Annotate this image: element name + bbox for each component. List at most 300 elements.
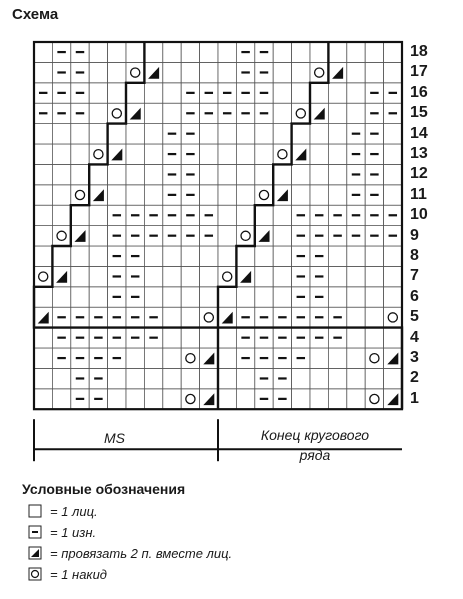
purl-mark — [113, 316, 121, 318]
chart-cell — [126, 103, 144, 123]
chart-cell — [163, 348, 181, 368]
chart-cell — [126, 124, 144, 144]
row-number: 12 — [410, 165, 428, 183]
chart-cell — [328, 103, 346, 123]
purl-mark — [352, 235, 360, 237]
chart-cell — [310, 124, 328, 144]
chart-cell — [384, 328, 402, 348]
chart-cell — [71, 226, 89, 246]
chart-cell — [126, 185, 144, 205]
chart-cell — [218, 185, 236, 205]
chart-cell — [89, 266, 107, 286]
legend-item-yarn-over — [28, 565, 107, 583]
chart-cell — [163, 389, 181, 409]
purl-mark — [57, 112, 65, 114]
chart-cell — [328, 246, 346, 266]
chart-cell — [236, 246, 254, 266]
chart-cell — [89, 103, 107, 123]
knit-icon — [28, 504, 42, 518]
purl-mark — [315, 296, 323, 298]
chart-cell — [108, 389, 126, 409]
chart-cell — [218, 307, 236, 327]
purl-mark — [260, 357, 268, 359]
purl-mark — [333, 235, 341, 237]
row-number: 6 — [410, 287, 419, 305]
chart-cell — [292, 389, 310, 409]
purl-mark — [149, 235, 157, 237]
chart-cell — [236, 164, 254, 184]
chart-cell — [310, 83, 328, 103]
chart-cell — [292, 368, 310, 388]
yarn-over-mark — [112, 109, 121, 118]
purl-mark — [297, 316, 305, 318]
chart-cell — [34, 307, 52, 327]
chart-cell — [255, 287, 273, 307]
purl-mark — [149, 337, 157, 339]
chart-cell — [144, 103, 162, 123]
row-number: 7 — [410, 267, 419, 285]
purl-mark — [260, 112, 268, 114]
chart-cell — [273, 205, 291, 225]
chart-cell — [34, 144, 52, 164]
row-number: 1 — [410, 389, 419, 407]
purl-mark — [260, 71, 268, 73]
purl-mark — [39, 112, 47, 114]
chart-cell — [126, 164, 144, 184]
row-number: 14 — [410, 124, 428, 142]
chart-cell — [144, 164, 162, 184]
row-number: 3 — [410, 349, 419, 366]
chart-cell — [273, 124, 291, 144]
chart-cell — [236, 205, 254, 225]
chart-cell — [108, 164, 126, 184]
chart-cell — [89, 226, 107, 246]
chart-cell — [384, 62, 402, 82]
chart-cell — [34, 389, 52, 409]
chart-cell — [365, 246, 383, 266]
yarn-over-mark — [94, 150, 103, 159]
purl-mark — [131, 255, 139, 257]
chart-cell — [34, 328, 52, 348]
chart-cell — [384, 287, 402, 307]
yarn-over-mark — [296, 109, 305, 118]
purl-mark — [76, 377, 84, 379]
purl-mark — [370, 92, 378, 94]
chart-cell — [347, 307, 365, 327]
purl-mark — [315, 275, 323, 277]
chart-cell — [255, 226, 273, 246]
chart-cell — [310, 103, 328, 123]
yarn-over-mark — [39, 272, 48, 281]
chart-cell — [71, 124, 89, 144]
purl-mark — [315, 337, 323, 339]
purl-mark — [278, 316, 286, 318]
chart-cell — [273, 185, 291, 205]
purl-mark — [186, 112, 194, 114]
chart-cell — [52, 124, 70, 144]
purl-mark — [168, 173, 176, 175]
chart-cell — [34, 62, 52, 82]
chart-cell — [71, 287, 89, 307]
chart-cell — [181, 328, 199, 348]
purl-mark — [278, 398, 286, 400]
chart-cell — [273, 266, 291, 286]
purl-mark — [205, 214, 213, 216]
chart-cell — [218, 368, 236, 388]
purl-mark — [260, 377, 268, 379]
purl-mark — [315, 214, 323, 216]
yarn-over-mark — [75, 190, 84, 199]
chart-cell — [200, 287, 218, 307]
section-label-end-of-round — [220, 425, 410, 465]
purl-mark — [186, 194, 194, 196]
chart-cell — [255, 246, 273, 266]
purl-mark — [241, 337, 249, 339]
chart-cell — [52, 205, 70, 225]
purl-mark — [315, 255, 323, 257]
purl-mark — [241, 92, 249, 94]
row-number: 10 — [410, 206, 428, 224]
purl-mark — [168, 214, 176, 216]
purl-mark — [94, 398, 102, 400]
chart-cell — [218, 124, 236, 144]
chart-cell — [144, 246, 162, 266]
chart-cell — [328, 368, 346, 388]
chart-cell — [310, 348, 328, 368]
purl-mark — [168, 194, 176, 196]
purl-mark — [241, 112, 249, 114]
chart-cell — [218, 328, 236, 348]
k2tog-icon — [28, 546, 42, 560]
chart-cell — [273, 42, 291, 62]
purl-mark — [278, 377, 286, 379]
chart-cell — [34, 226, 52, 246]
chart-cell — [384, 368, 402, 388]
purl-mark — [333, 337, 341, 339]
purl-mark — [370, 153, 378, 155]
chart-cell — [328, 389, 346, 409]
chart-cell — [218, 144, 236, 164]
chart-cell — [384, 389, 402, 409]
yarn-over-mark — [131, 68, 140, 77]
yarn-over-mark — [370, 354, 379, 363]
chart-cell — [108, 144, 126, 164]
yarn-over-mark — [241, 231, 250, 240]
row-number: 15 — [410, 104, 428, 122]
chart-cell — [292, 124, 310, 144]
purl-mark — [297, 357, 305, 359]
chart-cell — [273, 83, 291, 103]
chart-cell — [347, 368, 365, 388]
chart-cell — [34, 368, 52, 388]
chart-cell — [52, 368, 70, 388]
legend-text-k2tog: = провязать 2 п. вместе лиц. — [50, 545, 233, 561]
purl-mark — [113, 235, 121, 237]
chart-cell — [126, 389, 144, 409]
purl-mark — [333, 316, 341, 318]
chart-cell — [384, 164, 402, 184]
chart-cell — [89, 185, 107, 205]
purl-mark — [113, 255, 121, 257]
yarn-over-mark — [278, 150, 287, 159]
chart-cell — [384, 124, 402, 144]
row-number: 5 — [410, 308, 419, 326]
chart-cell — [347, 328, 365, 348]
legend-title: Условные обозначения — [22, 481, 186, 497]
chart-cell — [200, 62, 218, 82]
section-label-end-line2: ряда — [299, 447, 331, 463]
purl-mark — [168, 153, 176, 155]
chart-cell — [144, 42, 162, 62]
chart-cell — [310, 164, 328, 184]
purl-mark — [131, 316, 139, 318]
chart-cell — [310, 185, 328, 205]
chart-cell — [181, 368, 199, 388]
purl-mark — [297, 214, 305, 216]
purl-mark — [186, 214, 194, 216]
section-label-ms: MS — [104, 430, 125, 446]
chart-cell — [89, 246, 107, 266]
chart-cell — [328, 185, 346, 205]
chart-cell — [144, 368, 162, 388]
chart-cell — [218, 226, 236, 246]
purl-mark — [94, 357, 102, 359]
purl-mark — [57, 51, 65, 53]
chart-cell — [292, 164, 310, 184]
purl-mark — [205, 112, 213, 114]
chart-cell — [163, 307, 181, 327]
purl-mark — [370, 214, 378, 216]
yarn-over-mark — [57, 231, 66, 240]
chart-cell — [71, 246, 89, 266]
chart-cell — [255, 266, 273, 286]
chart-cell — [328, 287, 346, 307]
chart-cell — [236, 287, 254, 307]
chart-cell — [34, 164, 52, 184]
chart-cell — [144, 144, 162, 164]
purl-mark — [315, 316, 323, 318]
purl-mark — [94, 316, 102, 318]
purl-mark — [57, 357, 65, 359]
chart-cell — [108, 124, 126, 144]
chart-cell — [200, 246, 218, 266]
chart-cell — [328, 124, 346, 144]
legend-item-knit — [28, 502, 98, 520]
chart-cell — [384, 144, 402, 164]
chart-cell — [365, 368, 383, 388]
chart-cell — [347, 103, 365, 123]
chart-cell — [52, 287, 70, 307]
chart-cell — [200, 42, 218, 62]
chart-cell — [144, 83, 162, 103]
chart-cell — [144, 62, 162, 82]
legend-item-k2tog — [28, 544, 232, 562]
purl-mark — [94, 377, 102, 379]
chart-cell — [347, 62, 365, 82]
chart-cell — [200, 266, 218, 286]
chart-cell — [347, 348, 365, 368]
purl-mark — [278, 337, 286, 339]
purl-mark — [113, 275, 121, 277]
legend-text-purl: = 1 изн. — [50, 524, 97, 540]
chart-cell — [273, 226, 291, 246]
chart-cell — [163, 287, 181, 307]
chart-cell — [328, 348, 346, 368]
chart-cell — [384, 42, 402, 62]
purl-mark — [260, 92, 268, 94]
purl-mark — [186, 173, 194, 175]
diagram-title: Схема — [12, 6, 59, 23]
purl-mark — [76, 357, 84, 359]
row-number: 18 — [410, 43, 428, 60]
chart-cell — [163, 246, 181, 266]
chart-cell — [89, 42, 107, 62]
chart-cell — [144, 389, 162, 409]
row-number: 16 — [410, 83, 428, 101]
purl-mark — [315, 235, 323, 237]
row-number: 11 — [410, 185, 427, 203]
row-number: 4 — [410, 328, 419, 346]
purl-mark — [168, 235, 176, 237]
chart-cell — [163, 368, 181, 388]
purl-mark — [370, 173, 378, 175]
purl-mark — [370, 194, 378, 196]
chart-cell — [200, 185, 218, 205]
purl-mark — [76, 316, 84, 318]
purl-mark — [352, 133, 360, 135]
purl-mark — [76, 337, 84, 339]
chart-cell — [89, 164, 107, 184]
chart-cell — [273, 62, 291, 82]
chart-cell — [181, 42, 199, 62]
purl-mark — [297, 296, 305, 298]
chart-cell — [34, 287, 52, 307]
chart-cell — [108, 368, 126, 388]
chart-cell — [126, 42, 144, 62]
row-number: 17 — [410, 63, 428, 81]
chart-cell — [255, 124, 273, 144]
purl-mark — [333, 214, 341, 216]
chart-cell — [347, 266, 365, 286]
chart-cell — [181, 307, 199, 327]
purl-mark — [223, 92, 231, 94]
chart-cell — [218, 205, 236, 225]
purl-mark — [370, 235, 378, 237]
chart-cell — [163, 266, 181, 286]
purl-mark — [94, 337, 102, 339]
chart-cell — [328, 62, 346, 82]
chart-cell — [52, 144, 70, 164]
chart-cell — [347, 389, 365, 409]
chart-cell — [310, 389, 328, 409]
row-number: 9 — [410, 226, 419, 244]
chart-cell — [108, 62, 126, 82]
purl-mark — [352, 214, 360, 216]
yarn-over-mark — [315, 68, 324, 77]
chart-cell — [273, 164, 291, 184]
row-number: 2 — [410, 369, 419, 387]
purl-mark — [76, 92, 84, 94]
purl-mark — [241, 357, 249, 359]
yarn-over-mark — [259, 190, 268, 199]
purl-mark — [57, 316, 65, 318]
purl-mark — [389, 214, 397, 216]
chart-cell — [273, 287, 291, 307]
chart-cell — [218, 348, 236, 368]
chart-cell — [328, 164, 346, 184]
row-number: 8 — [410, 247, 419, 264]
yarn-over-mark — [204, 313, 213, 322]
purl-mark — [370, 112, 378, 114]
purl-mark — [352, 153, 360, 155]
chart-cell — [347, 287, 365, 307]
purl-mark — [186, 235, 194, 237]
chart-cell — [126, 368, 144, 388]
chart-cell — [273, 103, 291, 123]
legend-item-purl — [28, 523, 96, 541]
purl-mark — [168, 133, 176, 135]
chart-cell — [200, 144, 218, 164]
row-number: 13 — [410, 145, 428, 162]
purl-mark — [131, 337, 139, 339]
chart-cell — [218, 42, 236, 62]
yarn-over-mark — [370, 394, 379, 403]
chart-cell — [218, 246, 236, 266]
chart-cell — [34, 348, 52, 368]
purl-mark — [131, 235, 139, 237]
chart-cell — [108, 185, 126, 205]
purl-mark — [57, 337, 65, 339]
purl-mark — [131, 214, 139, 216]
purl-mark — [57, 92, 65, 94]
chart-cell — [181, 266, 199, 286]
chart-cell — [144, 124, 162, 144]
chart-cell — [218, 389, 236, 409]
chart-cell — [365, 62, 383, 82]
purl-mark — [260, 337, 268, 339]
chart-cell — [365, 266, 383, 286]
chart-cell — [365, 307, 383, 327]
chart-cell — [34, 246, 52, 266]
purl-mark — [186, 153, 194, 155]
purl-mark — [205, 235, 213, 237]
chart-cell — [255, 205, 273, 225]
chart-cell — [310, 144, 328, 164]
chart-cell — [236, 144, 254, 164]
purl-mark — [39, 92, 47, 94]
chart-cell — [89, 205, 107, 225]
purl-mark — [113, 214, 121, 216]
chart-cell — [384, 185, 402, 205]
purl-mark — [297, 337, 305, 339]
purl-mark — [113, 296, 121, 298]
chart-cell — [144, 266, 162, 286]
chart-cell — [347, 246, 365, 266]
chart-cell — [52, 185, 70, 205]
chart-cell — [144, 287, 162, 307]
chart-cell — [200, 348, 218, 368]
chart-cell — [347, 83, 365, 103]
chart-cell — [310, 42, 328, 62]
purl-mark — [297, 235, 305, 237]
chart-cell — [52, 246, 70, 266]
purl-mark — [260, 316, 268, 318]
chart-cell — [71, 266, 89, 286]
chart-cell — [255, 144, 273, 164]
chart-cell — [200, 164, 218, 184]
yarn-over-mark — [388, 313, 397, 322]
chart-cell — [200, 368, 218, 388]
